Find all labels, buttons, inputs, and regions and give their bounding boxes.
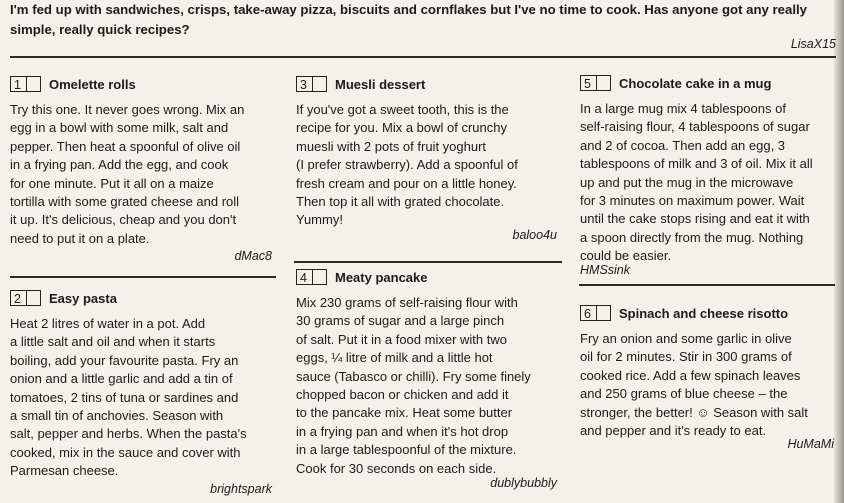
- post-author: baloo4u: [512, 228, 557, 242]
- post-header: [10, 288, 280, 308]
- post-title: Chocolate cake in a mug: [619, 75, 772, 91]
- post-body: If you've got a sweet tooth, this is the recipe for you. Mix a bowl of crunchy muesli with 2 pots of fruit yoghurt (I prefer strawberry). Add a spoonful of fresh cream and pour on a little honey. Then top it all with grated chocolate. Yummy!: [296, 102, 518, 228]
- post-5: [580, 73, 838, 266]
- post-6: [580, 303, 838, 440]
- post-body: In a large mug mix 4 tablespoons of self-raising flour, 4 tablespoons of sugar and 2 of cocoa. Then add an egg, 3 tablespoons of milk and 3 of oil. Mix it all up and put the mug in the microwave for 3 minutes on maximum power. Wait until the cake stops rising and eat it with a spoon directly from the mug. Nothing could be easier.: [580, 101, 813, 264]
- post-body: Fry an onion and some garlic in olive oil for 2 minutes. Stir in 300 grams of cooked rice. Add a few spinach leaves and 250 grams of blue cheese – the stronger, the better! ☺ Season with salt and pepper and it's ready to eat.: [580, 331, 808, 439]
- post-title: Easy pasta: [49, 290, 117, 306]
- post-1: [10, 74, 280, 248]
- post-author: dublybubbly: [490, 476, 557, 490]
- post-number: 3: [296, 76, 313, 92]
- post-title: Spinach and cheese risotto: [619, 305, 789, 321]
- post-3: [296, 74, 571, 230]
- post-title: Omelette rolls: [49, 76, 136, 92]
- post-body: Heat 2 litres of water in a pot. Add a little salt and oil and when it starts boiling, add your favourite pasta. Fry an onion and a little garlic and add a tin of tomatoes, 2 tins of tuna or sardines and a small tin of anchovies. Season with salt, pepper and herbs. When the pasta's cooked, mix in the sauce and cover with Parmesan cheese.: [10, 316, 247, 479]
- post-2: [10, 288, 280, 481]
- post-header: [580, 303, 838, 323]
- post-author: brightspark: [210, 482, 272, 496]
- post-title: Muesli dessert: [335, 76, 426, 92]
- post-4: [296, 267, 571, 478]
- post-title: Meaty pancake: [335, 269, 428, 285]
- post-number: 1: [10, 76, 27, 92]
- rule-col3-mid: [579, 284, 835, 286]
- rule-col1-mid: [10, 276, 276, 278]
- question-author: LisaX15: [790, 37, 836, 51]
- post-header: [296, 74, 571, 94]
- post-author: HuMaMi: [787, 437, 834, 451]
- post-number: 4: [296, 269, 313, 285]
- post-author: dMac8: [234, 249, 272, 263]
- post-header: [580, 73, 838, 93]
- post-author: HMSsink: [580, 263, 631, 277]
- post-number: 6: [580, 305, 597, 321]
- post-number: 2: [10, 290, 27, 306]
- post-number: 5: [580, 75, 597, 91]
- rule-col2-mid: [294, 261, 562, 263]
- post-header: [296, 267, 571, 287]
- post-body: Try this one. It never goes wrong. Mix an egg in a bowl with some milk, salt and pepper. Then heat a spoonful of olive oil in a frying pan. Add the egg, and cook for one minute. Put it all on a maize tortilla with some grated cheese and roll it up. It's delicious, cheap and you don't need to put it on a plate.: [10, 102, 245, 246]
- rule-top: [10, 56, 836, 58]
- post-header: [10, 74, 280, 94]
- post-body: Mix 230 grams of self-raising flour with 30 grams of sugar and a large pinch of salt. Put it in a food mixer with two eggs, ¼ litre of milk and a little hot sauce (Tabasco or chilli). Fry some finely chopped bacon or chicken and add it to the pancake mix. Heat some butter in a frying pan and when it's hot drop in a large tablespoonful of the mixture. Cook for 30 seconds on each side.: [296, 295, 531, 476]
- question-text: I'm fed up with sandwiches, crisps, take-away pizza, biscuits and cornflakes but I've no time to cook. Has anyone got any really simple, really quick recipes?: [10, 2, 808, 37]
